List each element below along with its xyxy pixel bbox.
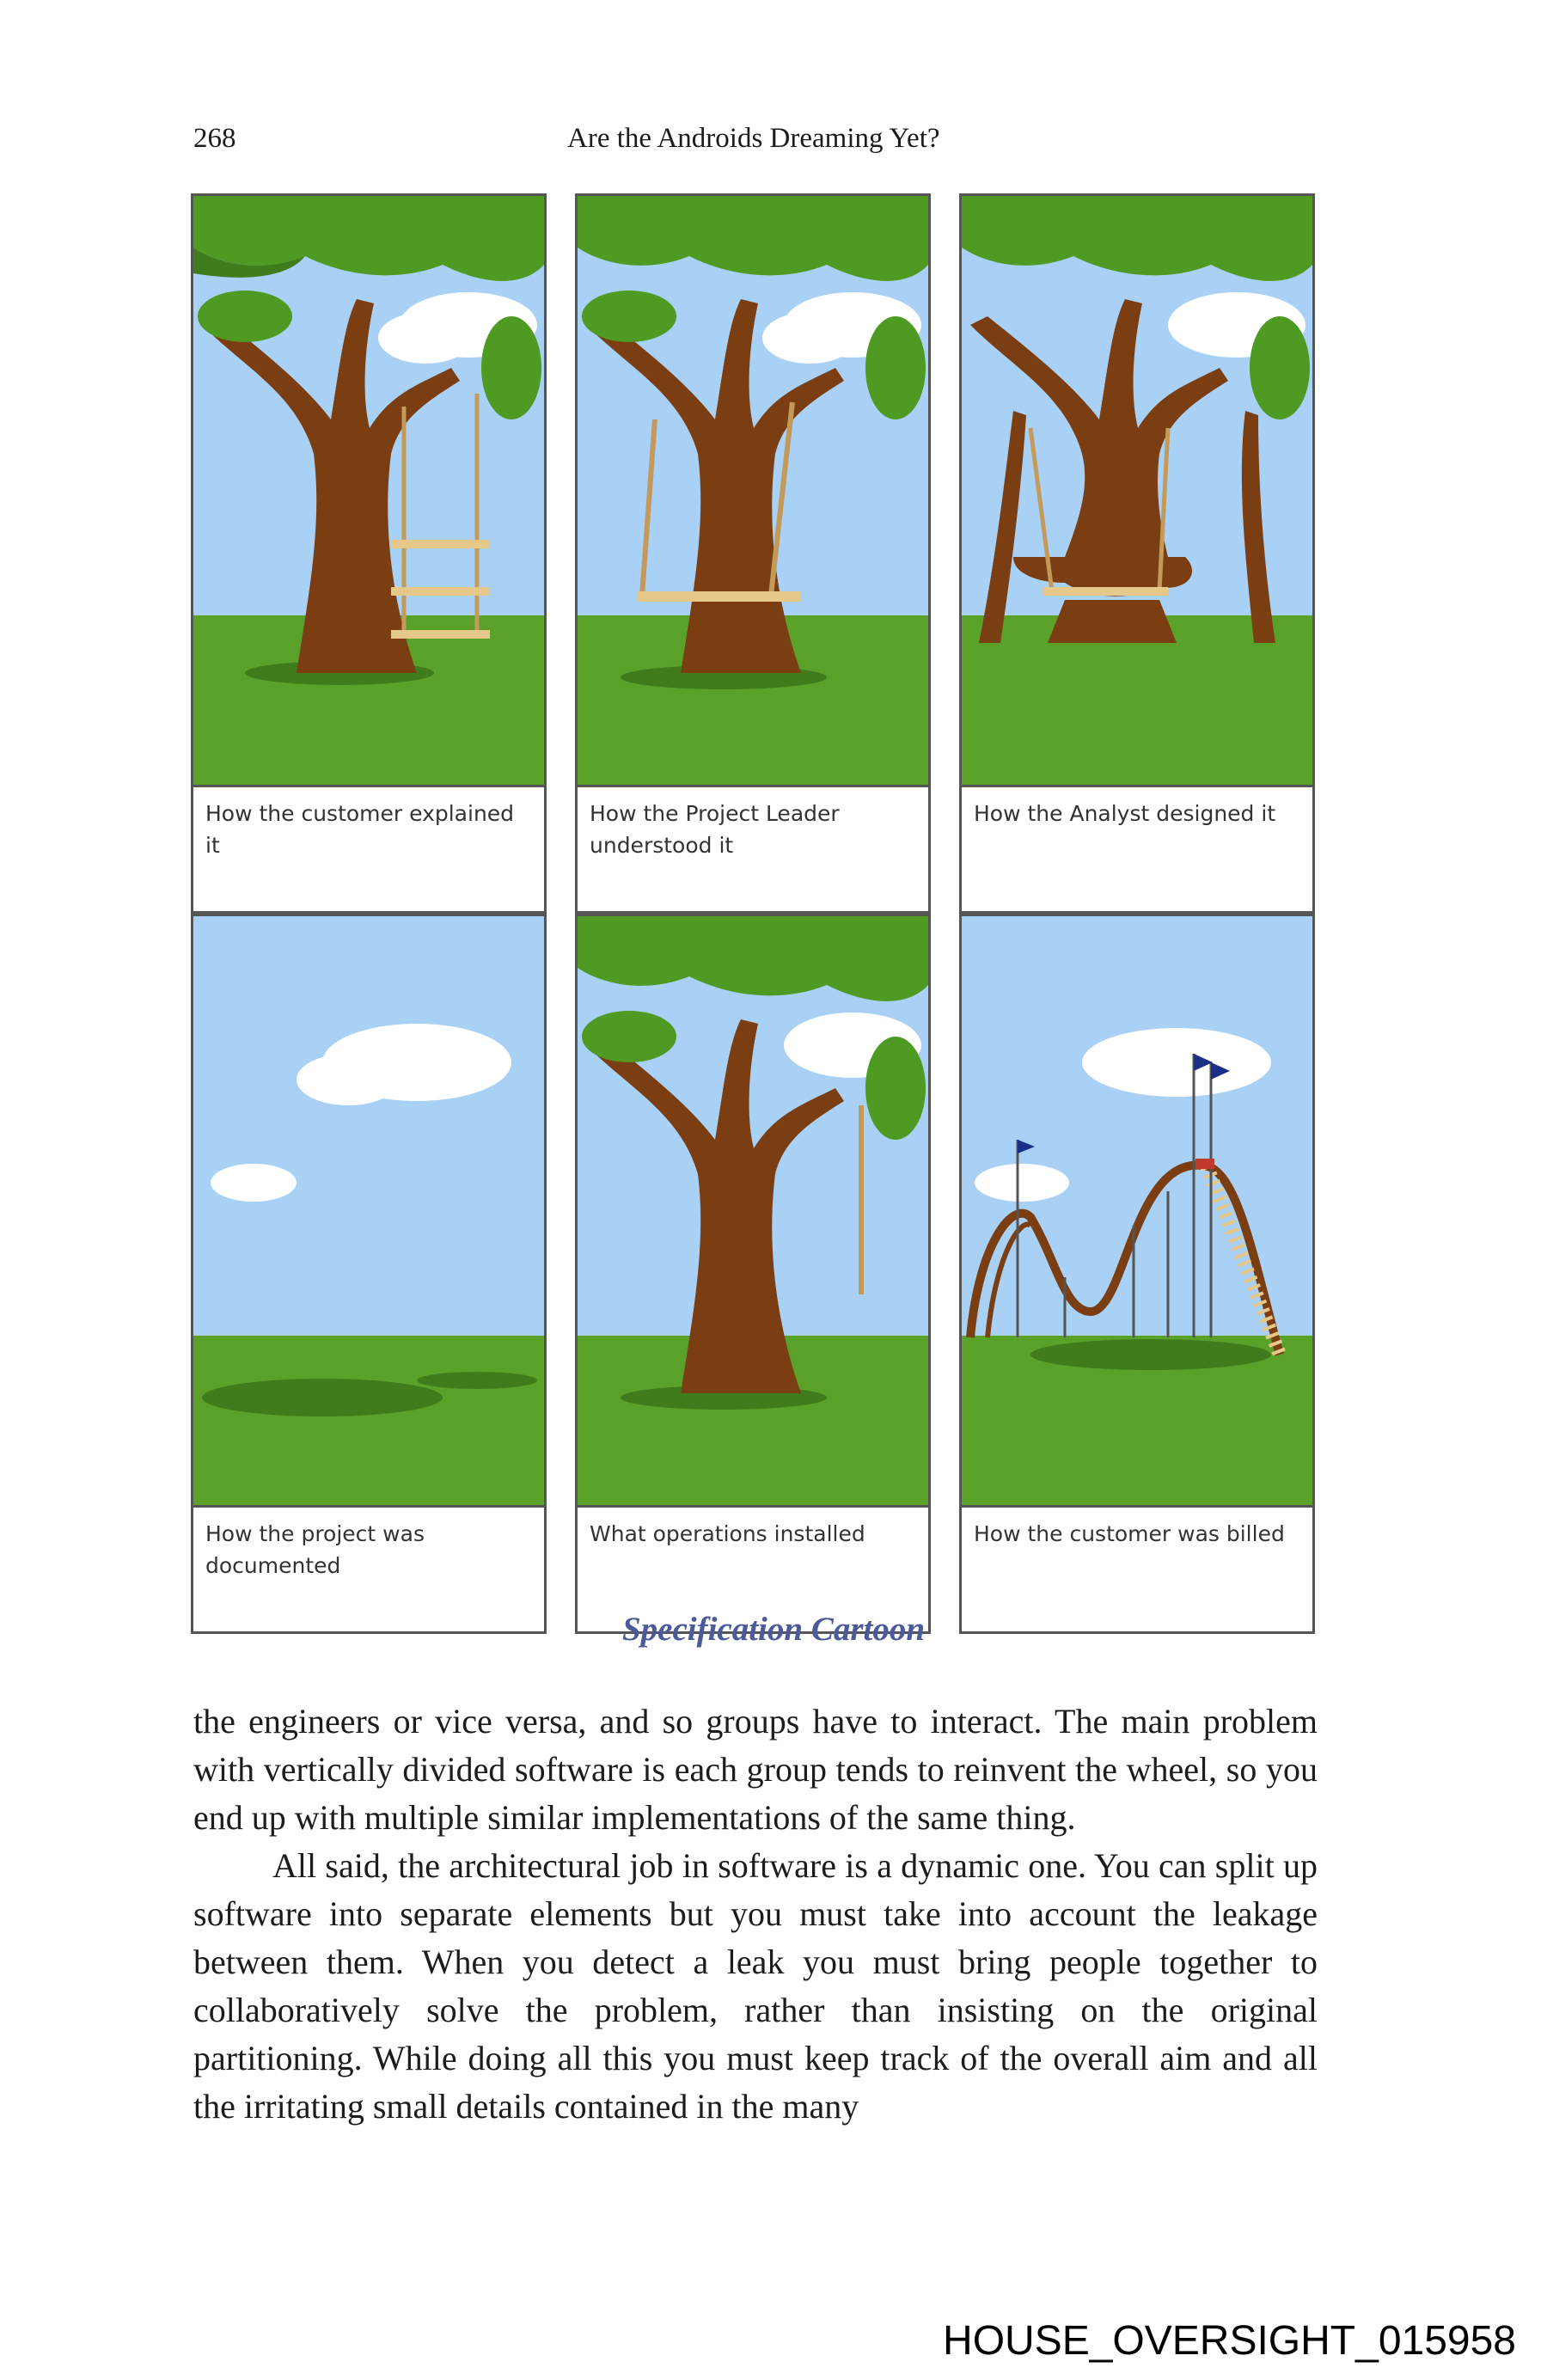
panel-caption: What operations installed <box>578 1505 928 1631</box>
cartoon-panel-customer-explained <box>191 193 547 914</box>
cartoon-panel-project-leader <box>575 193 931 914</box>
paragraph: the engineers or vice versa, and so groups have to interact. The main problem with vertically divided software is each group tends to reinvent the wheel, so you end up with multiple similar implementations of the same thing. <box>193 1702 1318 1837</box>
figure-caption: Specification Cartoon <box>621 1611 926 1648</box>
swing-illustration <box>193 196 544 785</box>
cartoon-panel-analyst <box>959 193 1315 914</box>
panel-caption: How the Project Leader understood it <box>578 785 928 911</box>
body-text <box>193 1698 1318 2131</box>
panel-caption: How the project was documented <box>193 1505 544 1631</box>
empty-landscape-illustration <box>193 916 544 1505</box>
document-stamp: HOUSE_OVERSIGHT_015958 <box>943 2318 1516 2364</box>
panel-caption: How the Analyst designed it <box>962 785 1312 911</box>
panel-caption: How the customer explained it <box>193 785 544 911</box>
running-title: Are the Androids Dreaming Yet? <box>567 123 940 154</box>
cartoon-panel-operations <box>575 914 931 1634</box>
panel-caption: How the customer was billed <box>962 1505 1312 1631</box>
roller-coaster-illustration <box>962 916 1312 1505</box>
swing-illustration <box>962 196 1312 785</box>
cartoon-panel-documented <box>191 914 547 1634</box>
swing-illustration <box>578 196 928 785</box>
paragraph: All said, the architectural job in software is a dynamic one. You can split up software into separate elements but you must take into account the leakage between them. When you detect a leak you must bring people together to collaboratively solve the problem, rather than insisting on the original partitioning. While doing all this you must keep track of the overall aim and all the irritating small details contained in the many <box>193 1846 1318 2126</box>
page-number: 268 <box>193 123 236 154</box>
rope-tree-illustration <box>578 916 928 1505</box>
cartoon-panel-billed <box>959 914 1315 1634</box>
specification-cartoon <box>191 193 1315 1607</box>
